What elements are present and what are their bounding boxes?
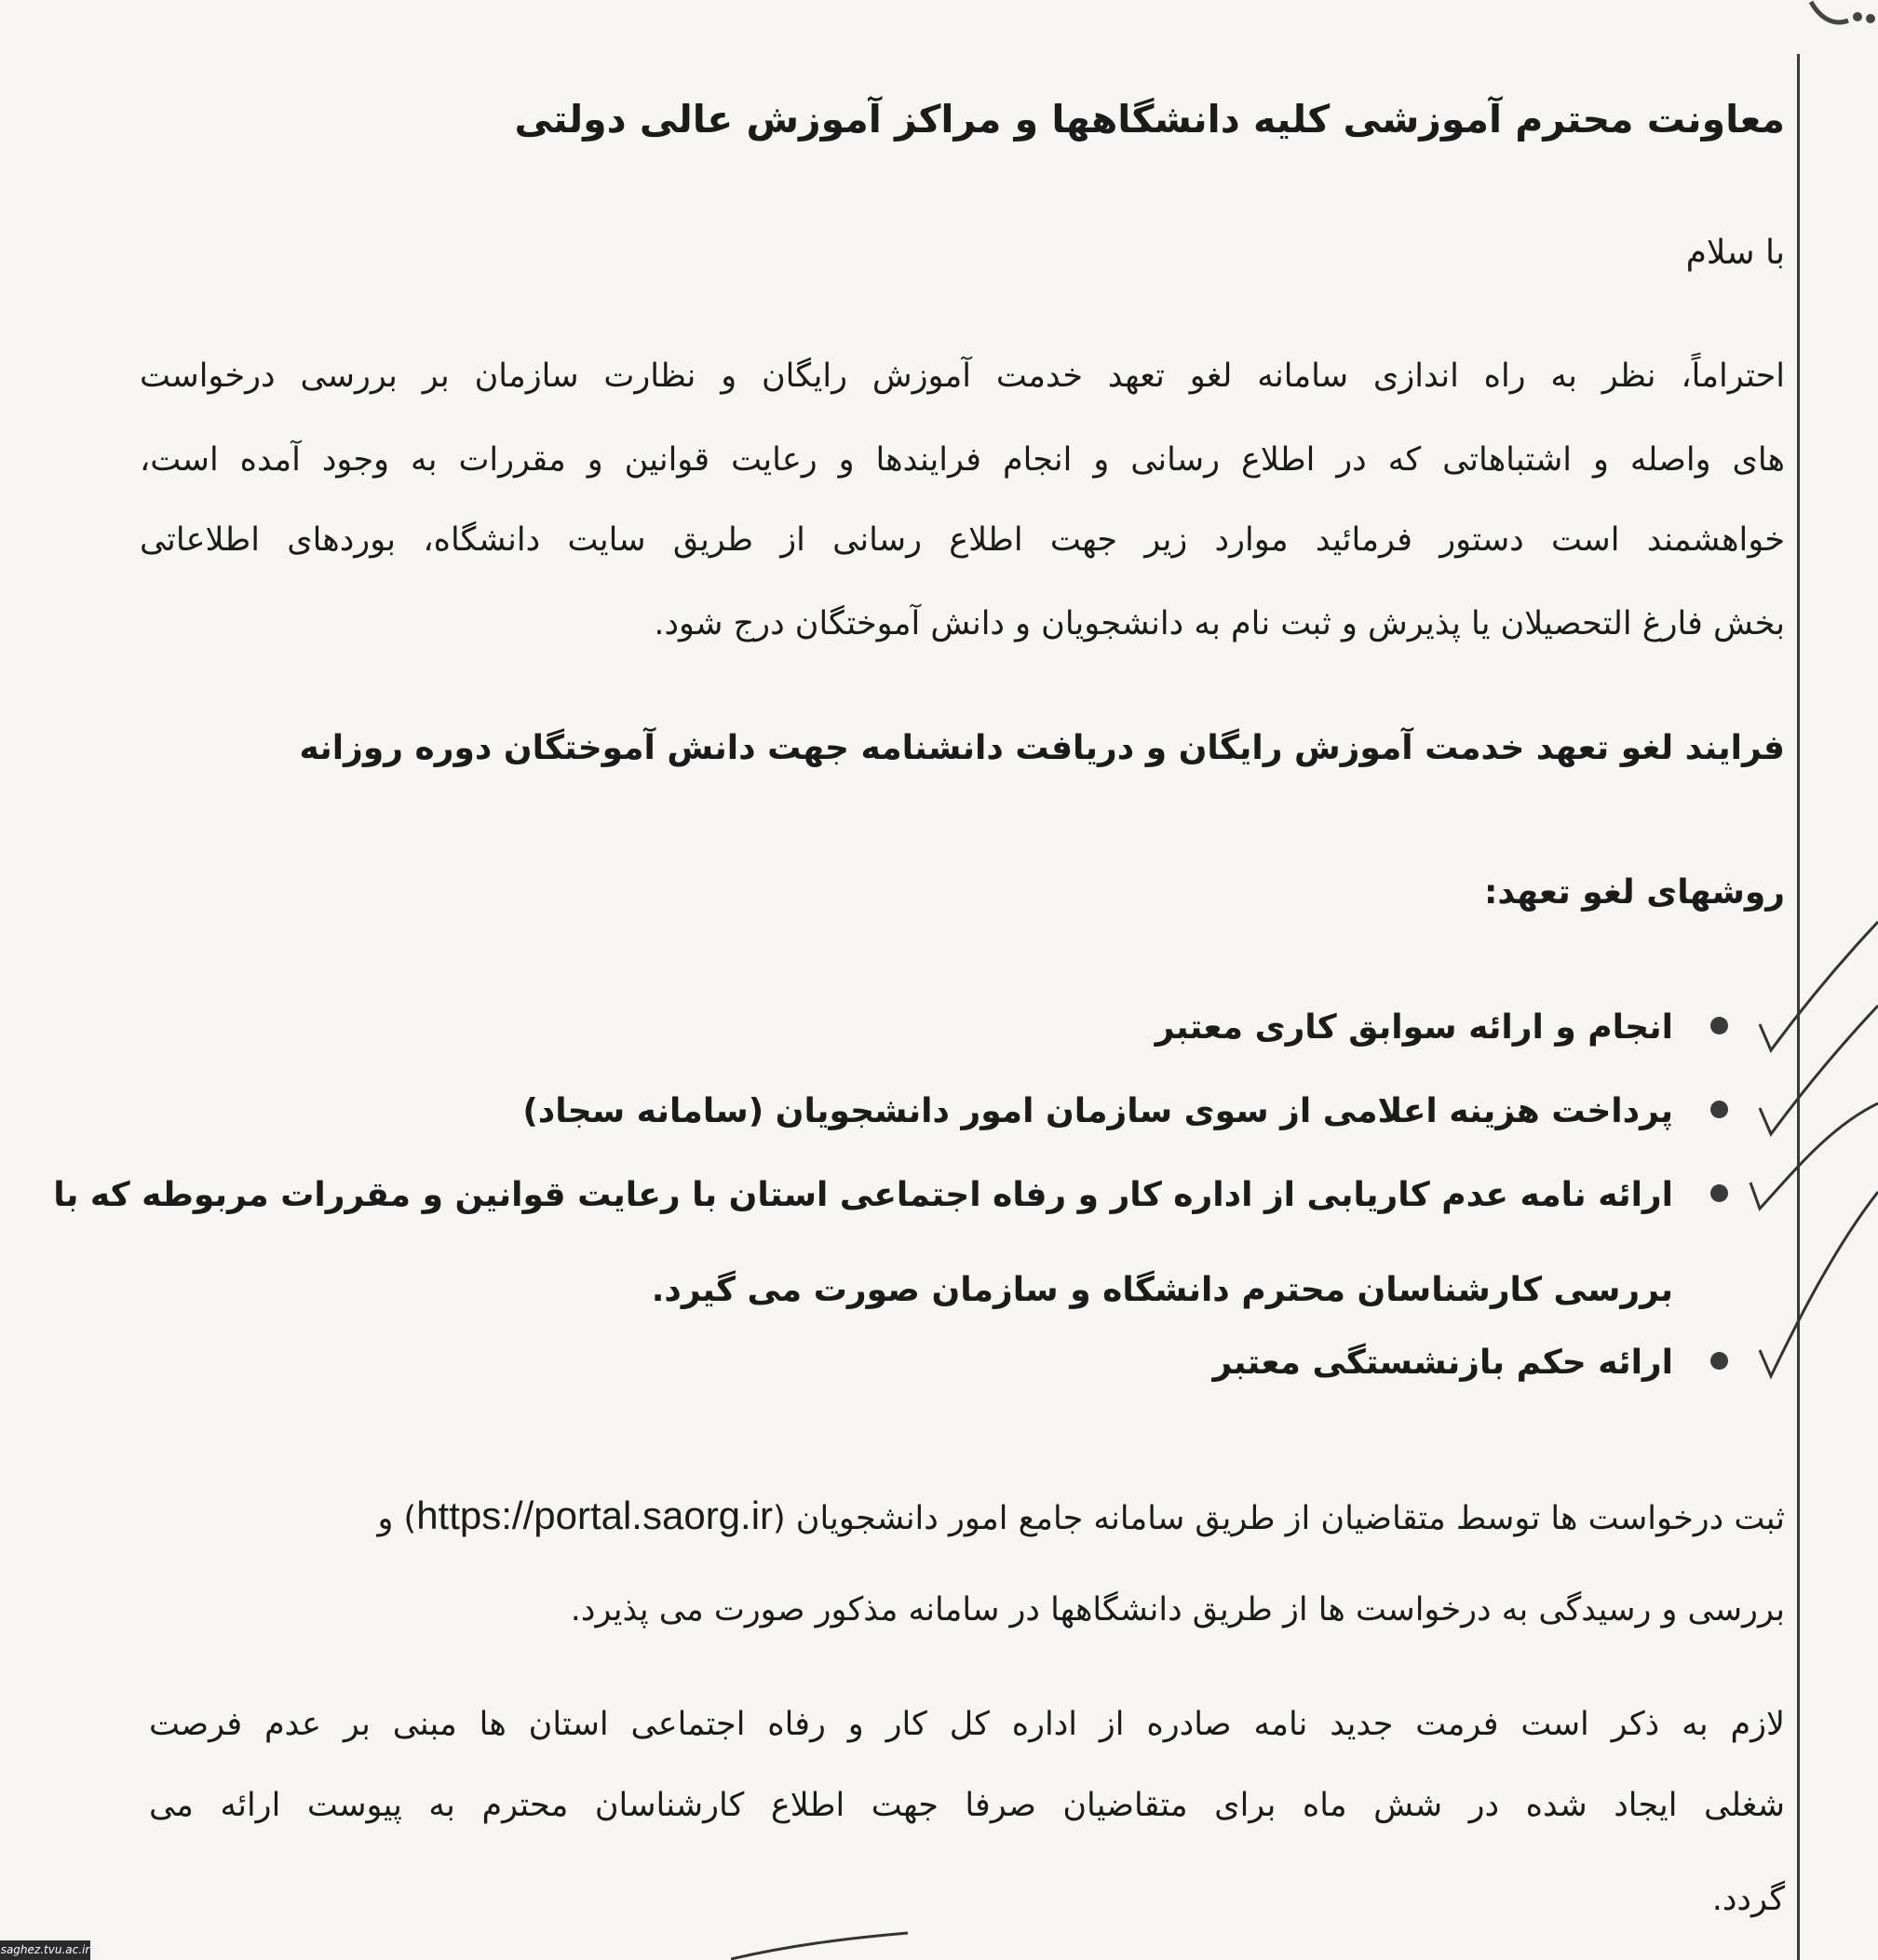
bullet-dot-icon [1710,1184,1728,1202]
method-item-3-cont: بررسی کارشناسان محترم دانشگاه و سازمان صورت می گیرد. [651,1271,1673,1309]
note-line-3: گردد. [1711,1881,1785,1918]
intro-line-1: احتراماً، نظر به راه اندازی سامانه لغو تعهد خدمت آموزش رایگان و نظارت سازمان بر بررسی درخواست [140,358,1785,395]
process-heading: فرایند لغو تعهد خدمت آموزش رایگان و دریافت دانشنامه جهت دانش آموختگان دوره روزانه [299,729,1785,767]
bullet-dot-icon [1710,1352,1728,1370]
method-item-4: ارائه حکم بازنشستگی معتبر [1212,1344,1673,1382]
intro-line-4: بخش فارغ التحصیلان یا پذیرش و ثبت نام به دانشجویان و دانش آموختگان درج شود. [654,605,1785,642]
method-item-3: ارائه نامه عدم کاریابی از اداره کار و رفاه اجتماعی استان با رعایت قوانین و مقررات مربوطه که با [53,1176,1673,1214]
bullet-dot-icon [1710,1017,1728,1034]
addressee-line: معاونت محترم آموزشی کلیه دانشگاهها و مراکز آموزش عالی دولتی [514,97,1785,142]
greeting: با سلام [1685,234,1785,272]
registration-line-2: بررسی و رسیدگی به درخواست ها از طریق دانشگاهها در سامانه مذکور صورت می پذیرد. [570,1591,1785,1629]
methods-heading: روشهای لغو تعهد: [1483,873,1785,912]
intro-line-2: های واصله و اشتباهاتی که در اطلاع رسانی و انجام فرایندها و رعایت قوانین و مقررات به وجود آمده است، [140,441,1785,479]
note-line-1: لازم به ذکر است فرمت جدید نامه صادره از اداره کل کار و رفاه اجتماعی استان ها مبنی بر عدم فرصت [149,1706,1785,1743]
method-item-1: انجام و ارائه سوابق کاری معتبر [1155,1008,1673,1047]
portal-url[interactable]: https://portal.saorg.ir [416,1494,774,1537]
corner-stamp-fragment [1802,0,1878,32]
source-watermark: saghez.tvu.ac.ir [0,1940,90,1960]
method-item-2: پرداخت هزینه اعلامی از سوی سازمان امور دانشجویان (سامانه سجاد) [522,1092,1673,1130]
note-line-2: شغلی ایجاد شده در شش ماه برای متقاضیان صرفا جهت اطلاع کارشناسان محترم به پیوست ارائه می [149,1787,1785,1824]
intro-line-3: خواهشمند است دستور فرمائید موارد زیر جهت اطلاع رسانی از طریق سایت دانشگاه، بوردهای اطلاعاتی [140,521,1785,559]
pen-stroke [731,1927,917,1960]
registration-line-1: ثبت درخواست ها توسط متقاضیان از طریق سامانه جامع امور دانشجویان (https://portal.saorg.ir) و [377,1494,1785,1537]
bullet-dot-icon [1710,1101,1728,1118]
check-mark-icon [1741,912,1878,1397]
